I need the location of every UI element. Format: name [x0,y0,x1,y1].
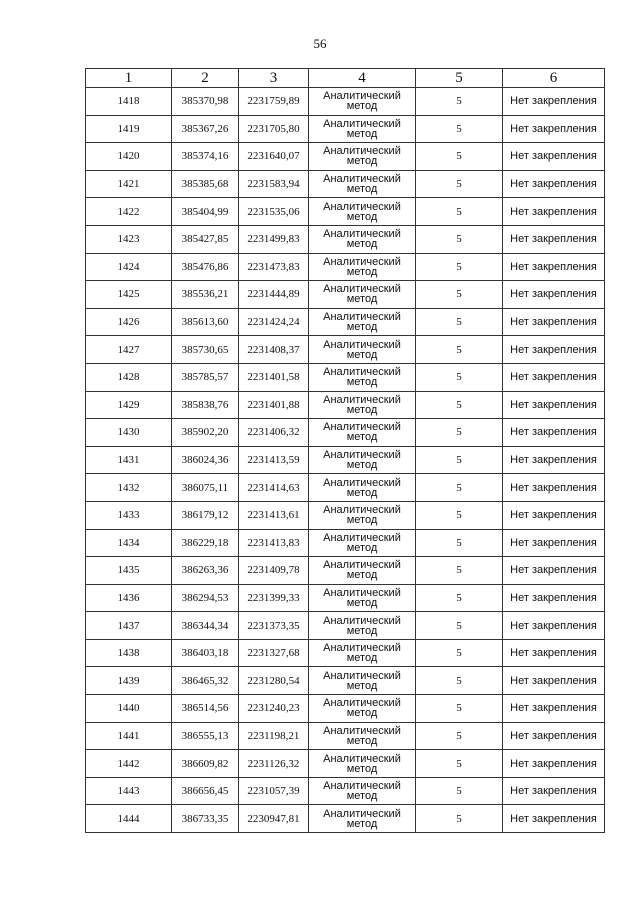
fixing-method-cell: Нет закрепления [503,529,605,557]
fixing-method-cell: Нет закрепления [503,170,605,198]
method-line-1: Аналитический [323,421,401,434]
method-line-1: Аналитический [323,228,401,241]
y-coordinate-cell: 2231373,35 [239,612,309,640]
column-header: 6 [503,69,605,88]
y-coordinate-cell: 2231413,61 [239,501,309,529]
x-coordinate-cell: 385838,76 [172,391,239,419]
method-cell [309,253,416,281]
fixing-method-cell: Нет закрепления [503,501,605,529]
method-cell [309,584,416,612]
y-coordinate-cell: 2231413,59 [239,446,309,474]
x-coordinate-cell: 386465,32 [172,667,239,695]
table-row [86,446,605,474]
point-number-cell: 1442 [86,750,172,778]
x-coordinate-cell: 385613,60 [172,308,239,336]
point-number-cell: 1424 [86,253,172,281]
method-cell [309,750,416,778]
x-coordinate-cell: 386344,34 [172,612,239,640]
point-number-cell: 1436 [86,584,172,612]
accuracy-cell: 5 [416,557,503,585]
method-cell [309,308,416,336]
table-row [86,667,605,695]
point-number-cell: 1418 [86,88,172,116]
table-row [86,336,605,364]
fixing-method-cell: Нет закрепления [503,750,605,778]
table-row [86,805,605,833]
fixing-method-cell: Нет закрепления [503,557,605,585]
method-line-1: Аналитический [323,642,401,655]
table-row [86,722,605,750]
method-line-1: Аналитический [323,669,401,682]
x-coordinate-cell: 386514,56 [172,695,239,723]
method-line-2: метод [346,569,378,582]
fixing-method-cell: Нет закрепления [503,225,605,253]
table-row [86,501,605,529]
method-line-1: Аналитический [323,807,401,820]
method-cell [309,419,416,447]
table-row [86,612,605,640]
point-number-cell: 1437 [86,612,172,640]
x-coordinate-cell: 386229,18 [172,529,239,557]
x-coordinate-cell: 385427,85 [172,225,239,253]
method-cell [309,667,416,695]
method-line-2: метод [346,707,378,720]
column-header: 5 [416,69,503,88]
point-number-cell: 1425 [86,281,172,309]
method-cell [309,115,416,143]
y-coordinate-cell: 2230947,81 [239,805,309,833]
accuracy-cell: 5 [416,474,503,502]
y-coordinate-cell: 2231408,37 [239,336,309,364]
method-line-2: метод [346,514,378,527]
method-line-1: Аналитический [323,366,401,379]
y-coordinate-cell: 2231401,58 [239,363,309,391]
method-line-1: Аналитический [323,476,401,489]
y-coordinate-cell: 2231126,32 [239,750,309,778]
table-row [86,281,605,309]
fixing-method-cell: Нет закрепления [503,363,605,391]
y-coordinate-cell: 2231198,21 [239,722,309,750]
fixing-method-cell: Нет закрепления [503,143,605,171]
x-coordinate-cell: 386024,36 [172,446,239,474]
y-coordinate-cell: 2231640,07 [239,143,309,171]
accuracy-cell: 5 [416,446,503,474]
method-line-2: метод [346,238,378,251]
coordinates-table [85,68,605,833]
method-line-2: метод [346,403,378,416]
fixing-method-cell: Нет закрепления [503,419,605,447]
method-cell [309,170,416,198]
x-coordinate-cell: 386263,36 [172,557,239,585]
fixing-method-cell: Нет закрепления [503,584,605,612]
accuracy-cell: 5 [416,777,503,805]
column-header: 1 [86,69,172,88]
method-line-2: метод [346,376,378,389]
method-line-1: Аналитический [323,531,401,544]
point-number-cell: 1423 [86,225,172,253]
accuracy-cell: 5 [416,363,503,391]
accuracy-cell: 5 [416,529,503,557]
column-header: 3 [239,69,309,88]
point-number-cell: 1419 [86,115,172,143]
fixing-method-cell: Нет закрепления [503,281,605,309]
method-cell [309,639,416,667]
column-header: 2 [172,69,239,88]
point-number-cell: 1443 [86,777,172,805]
fixing-method-cell: Нет закрепления [503,336,605,364]
point-number-cell: 1429 [86,391,172,419]
method-cell [309,88,416,116]
table-row [86,198,605,226]
table-row [86,474,605,502]
point-number-cell: 1444 [86,805,172,833]
point-number-cell: 1422 [86,198,172,226]
x-coordinate-cell: 385476,86 [172,253,239,281]
y-coordinate-cell: 2231057,39 [239,777,309,805]
table-row [86,639,605,667]
point-number-cell: 1420 [86,143,172,171]
fixing-method-cell: Нет закрепления [503,308,605,336]
y-coordinate-cell: 2231424,24 [239,308,309,336]
method-line-2: метод [346,155,378,168]
method-line-1: Аналитический [323,145,401,158]
table-row [86,88,605,116]
y-coordinate-cell: 2231414,63 [239,474,309,502]
method-line-1: Аналитический [323,752,401,765]
x-coordinate-cell: 385385,68 [172,170,239,198]
table-row [86,225,605,253]
method-line-2: метод [346,762,378,775]
table-row [86,557,605,585]
x-coordinate-cell: 386609,82 [172,750,239,778]
accuracy-cell: 5 [416,667,503,695]
point-number-cell: 1427 [86,336,172,364]
point-number-cell: 1428 [86,363,172,391]
y-coordinate-cell: 2231240,23 [239,695,309,723]
table-row [86,308,605,336]
method-cell [309,391,416,419]
page-number: 56 [313,36,327,51]
method-line-2: метод [346,127,378,140]
accuracy-cell: 5 [416,143,503,171]
point-number-cell: 1421 [86,170,172,198]
table-row [86,750,605,778]
method-cell [309,198,416,226]
accuracy-cell: 5 [416,805,503,833]
accuracy-cell: 5 [416,225,503,253]
method-line-2: метод [346,679,378,692]
table-row [86,777,605,805]
table-row [86,695,605,723]
method-line-2: метод [346,486,378,499]
accuracy-cell: 5 [416,419,503,447]
method-line-2: метод [346,321,378,334]
y-coordinate-cell: 2231473,83 [239,253,309,281]
accuracy-cell: 5 [416,391,503,419]
table-row [86,363,605,391]
method-cell [309,722,416,750]
table-row [86,115,605,143]
method-line-2: метод [346,817,378,830]
accuracy-cell: 5 [416,253,503,281]
method-cell [309,143,416,171]
x-coordinate-cell: 386555,13 [172,722,239,750]
point-number-cell: 1434 [86,529,172,557]
point-number-cell: 1438 [86,639,172,667]
y-coordinate-cell: 2231399,33 [239,584,309,612]
fixing-method-cell: Нет закрепления [503,446,605,474]
method-cell [309,474,416,502]
method-line-1: Аналитический [323,90,401,103]
method-cell [309,363,416,391]
table-row [86,391,605,419]
x-coordinate-cell: 385536,21 [172,281,239,309]
method-cell [309,281,416,309]
method-line-1: Аналитический [323,255,401,268]
method-line-1: Аналитический [323,559,401,572]
table-row [86,529,605,557]
point-number-cell: 1426 [86,308,172,336]
x-coordinate-cell: 385370,98 [172,88,239,116]
fixing-method-cell: Нет закрепления [503,667,605,695]
fixing-method-cell: Нет закрепления [503,612,605,640]
x-coordinate-cell: 385730,65 [172,336,239,364]
x-coordinate-cell: 385785,57 [172,363,239,391]
x-coordinate-cell: 386733,35 [172,805,239,833]
fixing-method-cell: Нет закрепления [503,88,605,116]
y-coordinate-cell: 2231759,89 [239,88,309,116]
method-cell [309,501,416,529]
point-number-cell: 1431 [86,446,172,474]
accuracy-cell: 5 [416,308,503,336]
accuracy-cell: 5 [416,281,503,309]
x-coordinate-cell: 385404,99 [172,198,239,226]
fixing-method-cell: Нет закрепления [503,695,605,723]
accuracy-cell: 5 [416,750,503,778]
accuracy-cell: 5 [416,584,503,612]
method-line-2: метод [346,100,378,113]
point-number-cell: 1433 [86,501,172,529]
y-coordinate-cell: 2231583,94 [239,170,309,198]
y-coordinate-cell: 2231705,80 [239,115,309,143]
x-coordinate-cell: 385902,20 [172,419,239,447]
method-line-2: метод [346,652,378,665]
x-coordinate-cell: 386656,45 [172,777,239,805]
method-cell [309,336,416,364]
method-line-2: метод [346,790,378,803]
fixing-method-cell: Нет закрепления [503,722,605,750]
method-cell [309,225,416,253]
method-line-1: Аналитический [323,586,401,599]
point-number-cell: 1435 [86,557,172,585]
fixing-method-cell: Нет закрепления [503,639,605,667]
method-line-1: Аналитический [323,697,401,710]
method-line-1: Аналитический [323,117,401,130]
x-coordinate-cell: 386403,18 [172,639,239,667]
accuracy-cell: 5 [416,88,503,116]
table-row [86,253,605,281]
method-cell [309,557,416,585]
y-coordinate-cell: 2231444,89 [239,281,309,309]
point-number-cell: 1432 [86,474,172,502]
method-line-1: Аналитический [323,393,401,406]
fixing-method-cell: Нет закрепления [503,115,605,143]
fixing-method-cell: Нет закрепления [503,198,605,226]
method-line-1: Аналитический [323,173,401,186]
method-cell [309,446,416,474]
point-number-cell: 1440 [86,695,172,723]
method-line-2: метод [346,734,378,747]
accuracy-cell: 5 [416,722,503,750]
method-line-2: метод [346,624,378,637]
accuracy-cell: 5 [416,612,503,640]
method-line-1: Аналитический [323,200,401,213]
x-coordinate-cell: 386179,12 [172,501,239,529]
method-line-2: метод [346,459,378,472]
method-cell [309,612,416,640]
y-coordinate-cell: 2231409,78 [239,557,309,585]
method-line-1: Аналитический [323,724,401,737]
fixing-method-cell: Нет закрепления [503,253,605,281]
table-row [86,419,605,447]
y-coordinate-cell: 2231535,06 [239,198,309,226]
method-line-1: Аналитический [323,449,401,462]
accuracy-cell: 5 [416,695,503,723]
y-coordinate-cell: 2231406,32 [239,419,309,447]
fixing-method-cell: Нет закрепления [503,777,605,805]
method-cell [309,529,416,557]
table-header-row [86,69,605,88]
method-line-2: метод [346,541,378,554]
x-coordinate-cell: 386294,53 [172,584,239,612]
method-line-2: метод [346,293,378,306]
point-number-cell: 1430 [86,419,172,447]
method-line-2: метод [346,210,378,223]
method-line-2: метод [346,265,378,278]
method-line-1: Аналитический [323,614,401,627]
method-cell [309,777,416,805]
x-coordinate-cell: 386075,11 [172,474,239,502]
method-line-2: метод [346,431,378,444]
method-line-1: Аналитический [323,338,401,351]
accuracy-cell: 5 [416,170,503,198]
y-coordinate-cell: 2231499,83 [239,225,309,253]
method-line-1: Аналитический [323,283,401,296]
method-line-1: Аналитический [323,780,401,793]
method-cell [309,695,416,723]
fixing-method-cell: Нет закрепления [503,474,605,502]
accuracy-cell: 5 [416,336,503,364]
fixing-method-cell: Нет закрепления [503,391,605,419]
method-line-2: метод [346,596,378,609]
method-line-1: Аналитический [323,311,401,324]
fixing-method-cell: Нет закрепления [503,805,605,833]
y-coordinate-cell: 2231327,68 [239,639,309,667]
table-row [86,584,605,612]
method-cell [309,805,416,833]
accuracy-cell: 5 [416,501,503,529]
point-number-cell: 1439 [86,667,172,695]
x-coordinate-cell: 385374,16 [172,143,239,171]
method-line-2: метод [346,183,378,196]
method-line-1: Аналитический [323,504,401,517]
y-coordinate-cell: 2231401,88 [239,391,309,419]
table-row [86,170,605,198]
table-body [86,88,605,833]
table-row [86,143,605,171]
x-coordinate-cell: 385367,26 [172,115,239,143]
y-coordinate-cell: 2231413,83 [239,529,309,557]
point-number-cell: 1441 [86,722,172,750]
accuracy-cell: 5 [416,198,503,226]
accuracy-cell: 5 [416,639,503,667]
accuracy-cell: 5 [416,115,503,143]
y-coordinate-cell: 2231280,54 [239,667,309,695]
method-line-2: метод [346,348,378,361]
column-header: 4 [309,69,416,88]
